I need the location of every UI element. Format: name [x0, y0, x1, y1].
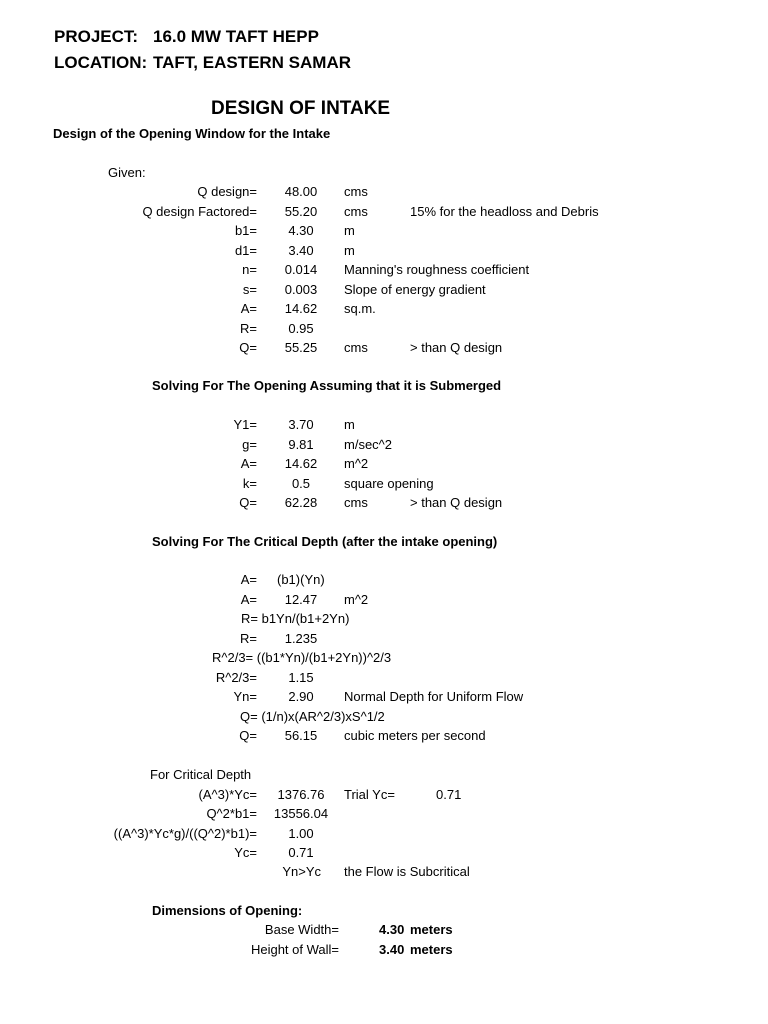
given-unit: cms: [344, 204, 368, 219]
submerged-unit: square opening: [344, 476, 434, 491]
submerged-note: > than Q design: [410, 495, 503, 510]
critical-r23-value: 1.15: [288, 670, 314, 685]
submerged-value: 62.28: [284, 495, 318, 510]
cd-ratio-value: 1.00: [288, 826, 314, 841]
given-unit: m: [344, 223, 355, 238]
critical-r-label: R=: [240, 631, 257, 646]
cd-yc-value: 0.71: [288, 845, 314, 860]
critical-a-formula-label: A=: [240, 572, 257, 587]
given-label: Q=: [239, 340, 257, 355]
cd-ratio-label: ((A^3)*Yc*g)/((Q^2)*b1)=: [113, 826, 257, 841]
critical-heading: Solving For The Critical Depth (after the intake opening): [152, 534, 498, 549]
given-label: d1=: [234, 243, 257, 258]
submerged-label: g=: [242, 437, 257, 452]
given-note: 15% for the headloss and Debris: [410, 204, 599, 219]
critical-q-formula: Q= (1/n)x(AR^2/3)xS^1/2: [240, 709, 385, 724]
given-heading: Given:: [108, 165, 146, 180]
submerged-value: 14.62: [284, 456, 318, 471]
critical-q-unit: cubic meters per second: [344, 728, 486, 743]
critical-yn-label: Yn=: [233, 689, 257, 704]
given-unit: Manning's roughness coefficient: [344, 262, 530, 277]
page-title: DESIGN OF INTAKE: [211, 98, 391, 119]
critical-q-label: Q=: [239, 728, 257, 743]
submerged-value: 3.70: [288, 417, 314, 432]
cd-q2b1-label: Q^2*b1=: [206, 806, 257, 821]
base-width-unit: meters: [410, 922, 453, 937]
submerged-unit: m: [344, 417, 355, 432]
cd-compare-label: Yn>Yc: [282, 864, 321, 879]
given-label: Q design=: [197, 184, 257, 199]
cd-trial-value: 0.71: [436, 787, 462, 802]
given-value: 55.20: [284, 204, 318, 219]
base-width-value: 4.30: [379, 922, 405, 937]
given-note: > than Q design: [410, 340, 503, 355]
critical-r-value: 1.235: [284, 631, 318, 646]
given-label: b1=: [234, 223, 257, 238]
cd-a3yc-label: (A^3)*Yc=: [198, 787, 257, 802]
project-value: 16.0 MW TAFT HEPP: [153, 27, 319, 46]
critical-a-unit: m^2: [344, 592, 369, 607]
page-subtitle: Design of the Opening Window for the Intake: [53, 126, 331, 141]
submerged-value: 9.81: [288, 437, 314, 452]
submerged-label: k=: [242, 476, 257, 491]
location-label: LOCATION:: [54, 53, 148, 72]
critical-a-formula: (b1)(Yn): [277, 572, 325, 587]
submerged-unit: m^2: [344, 456, 369, 471]
given-value: 4.30: [288, 223, 314, 238]
critical-yn-value: 2.90: [288, 689, 314, 704]
given-value: 0.014: [284, 262, 318, 277]
given-unit: sq.m.: [344, 301, 376, 316]
submerged-unit: cms: [344, 495, 368, 510]
given-label: s=: [242, 282, 257, 297]
location-value: TAFT, EASTERN SAMAR: [153, 53, 352, 72]
dimensions-heading: Dimensions of Opening:: [152, 903, 303, 918]
critical-r23-formula: R^2/3= ((b1*Yn)/(b1+2Yn))^2/3: [212, 650, 392, 665]
cd-compare-note: the Flow is Subcritical: [344, 864, 470, 879]
given-value: 0.95: [288, 321, 314, 336]
height-of-wall-unit: meters: [410, 942, 453, 957]
cd-a3yc-value: 1376.76: [277, 787, 325, 802]
submerged-unit: m/sec^2: [344, 437, 393, 452]
given-unit: m: [344, 243, 355, 258]
project-label: PROJECT:: [54, 27, 139, 46]
critical-r23-label: R^2/3=: [215, 670, 257, 685]
critical-depth-heading: For Critical Depth: [150, 767, 252, 782]
base-width-label: Base Width=: [264, 922, 339, 937]
given-unit: cms: [344, 184, 368, 199]
cd-trial-label: Trial Yc=: [344, 787, 395, 802]
cd-q2b1-value: 13556.04: [273, 806, 329, 821]
cd-yc-label: Yc=: [234, 845, 257, 860]
given-value: 3.40: [288, 243, 314, 258]
given-value: 0.003: [284, 282, 318, 297]
given-label: n=: [242, 262, 257, 277]
submerged-label: Q=: [239, 495, 257, 510]
given-value: 48.00: [284, 184, 318, 199]
height-of-wall-value: 3.40: [379, 942, 405, 957]
given-label: R=: [240, 321, 257, 336]
given-label: Q design Factored=: [142, 204, 257, 219]
given-label: A=: [240, 301, 257, 316]
given-unit: Slope of energy gradient: [344, 282, 486, 297]
critical-a-value: 12.47: [284, 592, 318, 607]
given-value: 55.25: [284, 340, 318, 355]
critical-a-label: A=: [240, 592, 257, 607]
submerged-value: 0.5: [291, 476, 311, 491]
critical-yn-note: Normal Depth for Uniform Flow: [344, 689, 524, 704]
submerged-label: A=: [240, 456, 257, 471]
height-of-wall-label: Height of Wall=: [250, 942, 339, 957]
critical-q-value: 56.15: [284, 728, 318, 743]
critical-r-formula: R= b1Yn/(b1+2Yn): [241, 611, 350, 626]
given-value: 14.62: [284, 301, 318, 316]
submerged-heading: Solving For The Opening Assuming that it is Submerged: [152, 378, 502, 393]
submerged-label: Y1=: [233, 417, 257, 432]
given-unit: cms: [344, 340, 368, 355]
